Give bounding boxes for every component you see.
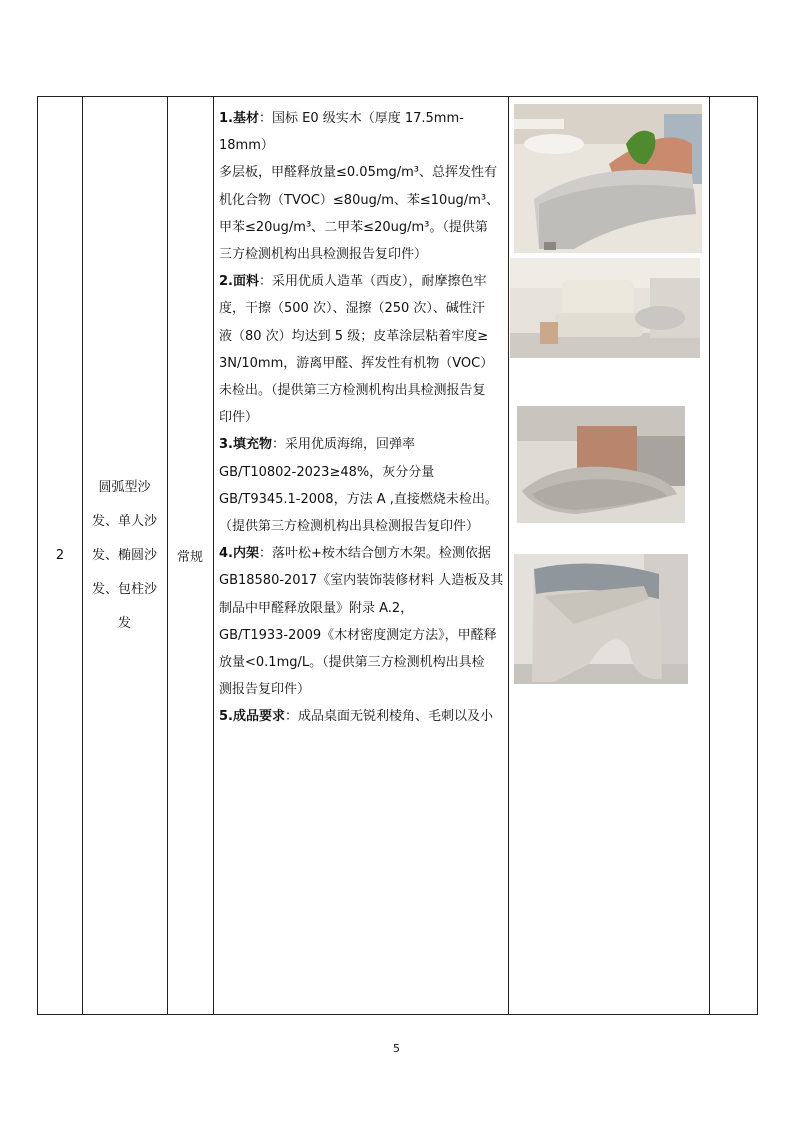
product-name-cell xyxy=(82,97,167,1014)
row-number-cell xyxy=(38,97,82,1014)
spec-line: 3N/10mm，游离甲醛、挥发性有机物（VOC） xyxy=(219,355,494,371)
spec-line: 4.内架：落叶松+桉木结合刨方木架。检测依据 xyxy=(219,546,491,562)
spec-heading: 2.面料 xyxy=(219,274,259,290)
spec-line: 机化合物（TVOC）≤80ug/m、苯≤10ug/m³、 xyxy=(219,192,500,208)
spec-line: 度，干擦（500 次）、湿擦（250 次）、碱性汗 xyxy=(219,301,485,317)
spec-table xyxy=(37,96,758,1015)
pillar-sofa-image xyxy=(514,554,688,684)
oval-sofa-image xyxy=(517,406,685,523)
spec-heading: 4.内架 xyxy=(219,546,259,562)
curved-sofa-photo xyxy=(514,104,702,253)
spec-line: 三方检测机构出具检测报告复印件） xyxy=(219,247,428,263)
column-divider xyxy=(709,97,710,1014)
curved-sofa-image xyxy=(514,104,702,253)
spec-line: 制品中甲醛释放限量》附录 A.2， xyxy=(219,600,414,616)
spec-line: 多层板，甲醛释放量≤0.05mg/m³、总挥发性有 xyxy=(219,165,498,181)
product-name-line: 发、单人沙 xyxy=(91,513,157,529)
spec-heading: 3.填充物 xyxy=(219,437,272,453)
spec-line: 5.成品要求：成品桌面无锐利棱角、毛刺以及小 xyxy=(219,709,493,725)
single-sofa-image xyxy=(510,258,700,358)
spec-line: GB/T9345.1-2008，方法 A ,直接燃烧未检出。 xyxy=(219,491,498,507)
spec-line: 1.基材：国标 E0 级实木（厚度 17.5mm-18mm） xyxy=(219,111,464,154)
product-name-line: 发、椭圆沙 xyxy=(91,547,157,563)
spec-line: 甲苯≤20ug/m³、二甲苯≤20ug/m³。（提供第 xyxy=(219,219,488,235)
spec-line: 测报告复印件） xyxy=(219,682,311,698)
spec-line: 放量<0.1mg/L。（提供第三方检测机构出具检 xyxy=(219,655,485,671)
spec-line: GB/T1933-2009《木材密度测定方法》，甲醛释 xyxy=(219,627,497,643)
spec-line: （提供第三方检测机构出具检测报告复印件） xyxy=(219,519,480,535)
product-type: 常规 xyxy=(176,550,203,565)
spec-line: GB/T10802-2023≥48%，灰分分量 xyxy=(219,464,435,480)
spec-line: 未检出。（提供第三方检测机构出具检测报告复 xyxy=(219,383,486,399)
product-name-line: 发、包柱沙 xyxy=(91,581,157,597)
column-divider xyxy=(213,97,214,1014)
product-name-line: 发 xyxy=(117,615,131,631)
oval-sofa-photo xyxy=(517,406,685,523)
row-number: 2 xyxy=(55,548,65,563)
spec-line: 3.填充物：采用优质海绵，回弹率 xyxy=(219,437,415,453)
spec-heading: 5.成品要求 xyxy=(219,709,285,725)
single-sofa-photo xyxy=(510,258,700,358)
spec-line: 印件） xyxy=(219,410,259,426)
product-name-line: 圆弧型沙 xyxy=(98,479,151,495)
page-number: 5 xyxy=(393,1042,400,1055)
spec-line: 液（80 次）均达到 5 级；皮革涂层粘着牢度≥ xyxy=(219,328,489,344)
pillar-sofa-photo xyxy=(514,554,688,684)
spec-heading: 1.基材 xyxy=(219,111,259,126)
spec-description xyxy=(219,105,507,731)
spec-line: 2.面料：采用优质人造革（西皮），耐摩擦色牢 xyxy=(219,274,487,290)
column-divider xyxy=(508,97,509,1014)
product-type-cell xyxy=(167,97,213,1014)
spec-line: GB18580-2017《室内装饰装修材料 人造板及其 xyxy=(219,573,504,589)
